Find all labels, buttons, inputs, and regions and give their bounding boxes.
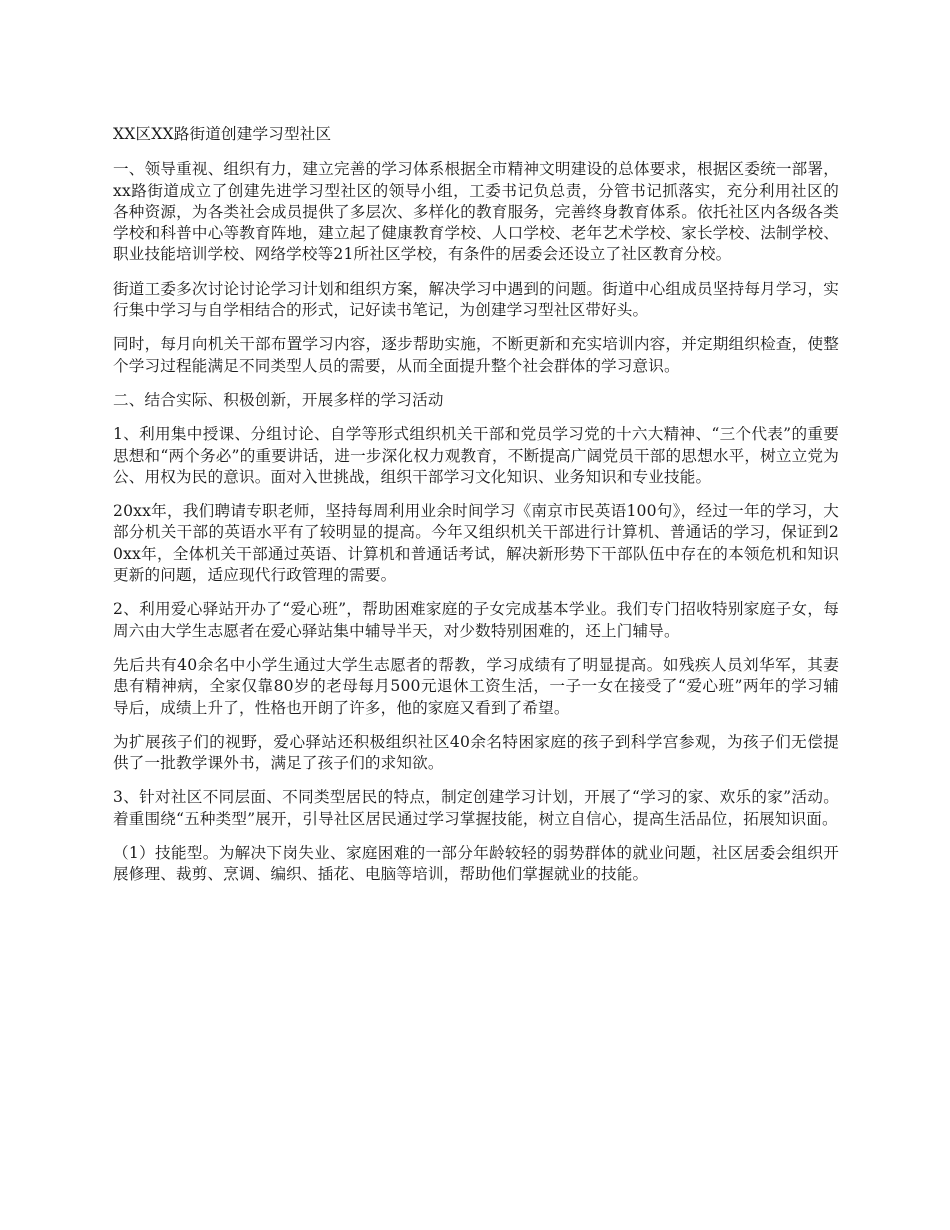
paragraph: 2、利用爱心驿站开办了“爱心班”，帮助困难家庭的子女完成基本学业。我们专门招收特别家庭子女，每周六由大学生志愿者在爱心驿站集中辅导半天，对少数特别困难的，还上门辅导。 bbox=[113, 600, 839, 640]
paragraph: （1）技能型。为解决下岗失业、家庭困难的一部分年龄较轻的弱势群体的就业问题，社区居委会组织开展修理、裁剪、烹调、编织、插花、电脑等培训，帮助他们掌握就业的技能。 bbox=[113, 844, 839, 884]
paragraph: 3、针对社区不同层面、不同类型居民的特点，制定创建学习计划，开展了“学习的家、欢乐的家”活动。着重围绕“五种类型”展开，引导社区居民通过学习掌握技能，树立自信心，提高生活品位，拓展知识面。 bbox=[113, 788, 839, 828]
paragraph: 一、领导重视、组织有力，建立完善的学习体系根据全市精神文明建设的总体要求，根据区委统一部署，xx路街道成立了创建先进学习型社区的领导小组，工委书记负总责，分管书记抓落实，充分利用社区的各种资源，为各类社会成员提供了多层次、多样化的教育服务，完善终身教育体系。依托社区内各级各类学校和科普中心等教育阵地，建立起了健康教育学校、人口学校、老年艺术学校、家长学校、法制学校、职业技能培训学校、网络学校等21所社区学校，有条件的居委会还设立了社区教育分校。 bbox=[113, 160, 839, 264]
paragraph: 街道工委多次讨论讨论学习计划和组织方案，解决学习中遇到的问题。街道中心组成员坚持每月学习，实行集中学习与自学相结合的形式，记好读书笔记，为创建学习型社区带好头。 bbox=[113, 279, 839, 320]
paragraph: 20xx年，我们聘请专职老师，坚持每周利用业余时间学习《南京市民英语100句》，经过一年的学习，大部分机关干部的英语水平有了较明显的提高。今年又组织机关干部进行计算机、普通话的学习，保证到20xx年，全体机关干部通过英语、计算机和普通话考试，解决新形势下干部队伍中存在的本领危机和知识更新的问题，适应现代行政管理的需要。 bbox=[113, 502, 839, 585]
section-heading: 二、结合实际、积极创新，开展多样的学习活动 bbox=[113, 390, 444, 409]
document-title: XX区XX路街道创建学习型社区 bbox=[113, 125, 332, 143]
paragraph: 同时，每月向机关干部布置学习内容，逐步帮助实施，不断更新和充实培训内容，并定期组织检查，使整个学习过程能满足不同类型人员的需要，从而全面提升整个社会群体的学习意识。 bbox=[113, 335, 839, 375]
paragraph: 为扩展孩子们的视野，爱心驿站还积极组织社区40余名特困家庭的孩子到科学宫参观，为孩子们无偿提供了一批教学课外书，满足了孩子们的求知欲。 bbox=[113, 732, 839, 773]
paragraph: 1、利用集中授课、分组讨论、自学等形式组织机关干部和党员学习党的十六大精神、“三个代表”的重要思想和“两个务必”的重要讲话，进一步深化权力观教育，不断提高广阔党员干部的思想水平，树立立党为公、用权为民的意识。面对入世挑战，组织干部学习文化知识、业务知识和专业技能。 bbox=[113, 425, 839, 486]
paragraph: 先后共有40余名中小学生通过大学生志愿者的帮教，学习成绩有了明显提高。如残疾人员刘华军，其妻患有精神病，全家仅靠80岁的老母每月500元退休工资生活，一子一女在接受了“爱心班”两年的学习辅导后，成绩上升了，性格也开朗了许多，他的家庭又看到了希望。 bbox=[113, 655, 839, 717]
document-page bbox=[113, 124, 839, 899]
